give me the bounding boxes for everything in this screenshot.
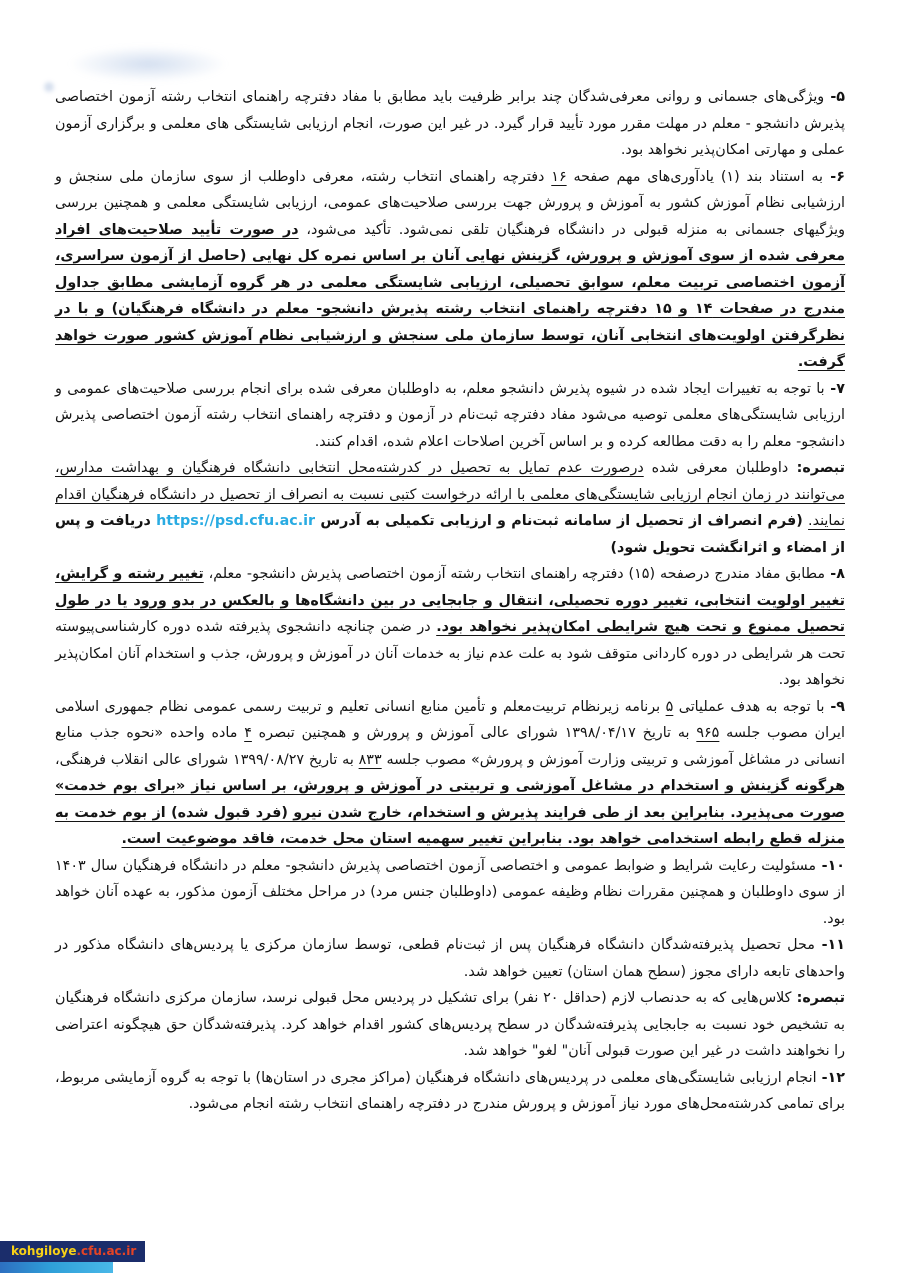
text-segment: با توجه به هدف عملیاتی — [673, 698, 825, 715]
site-watermark-strip — [0, 1262, 113, 1273]
faint-ink-dot — [44, 82, 54, 92]
site-watermark-primary: kohgiloye — [11, 1244, 77, 1258]
text-segment: انجام ارزیابی شایستگی‌های معلمی در پردیس‌های دانشگاه فرهنگیان (مراکز مجری در استان‌ها) با توجه به گروه آزمایشی مربوط، برای تمامی کدرشته‌محل‌های مورد نیاز آموزش و پرورش مندرج در دفترچه راهنمای انتخاب رشته انجام می‌شود. — [55, 1069, 845, 1112]
text-segment: داوطلبان معرفی شده — [643, 460, 789, 476]
text-segment: (فرم انصراف از تحصیل از سامانه ثبت‌نام و ارزیابی تکمیلی به آدرس — [315, 513, 809, 529]
text-segment: به استناد بند (۱) یادآوری‌های مهم صفحه — [566, 168, 824, 185]
text-segment: ۵ — [665, 698, 674, 715]
note-1 — [55, 455, 845, 561]
text-segment: کلاس‌هایی که به حدنصاب لازم (حداقل ۲۰ نفر) برای تشکیل در پردیس محل قبولی نرسد، سازمان مرکزی دانشگاه فرهنگیان به تشخیص خود نسبت به جابجایی پذیرفته‌شدگان در سطح پردیس‌های کشور اقدام خواهد کرد. پذیرفته‌شدگان حق هیچگونه اعتراضی را نخواهند داشت در غیر این صورت قبولی آنان" لغو" خواهد شد. — [55, 990, 845, 1059]
document-body — [55, 84, 845, 1118]
text-segment: ۱۰- — [816, 857, 846, 874]
text-segment: در صورت تأیید صلاحیت‌های افراد معرفی شده از سوی آموزش و پرورش، گزینش نهایی آنان بر اساس نمره کل نهایی (حاصل از آزمون سراسری، آزمون اختصاصی تربیت معلم، سوابق تحصیلی، ارزیابی شایستگی معلمی در هر گروه آزمایشی مطابق جداول مندرج در صفحات ۱۴ و ۱۵ دفترچه راهنمای انتخاب رشته پذیرش دانشجو- معلم در دانشگاه فرهنگیان) و با در نظرگرفتن اولویت‌های انتخابی آنان، توسط سازمان ملی سنجش و ارزشیابی نظام آموزش کشور صورت خواهد گرفت. — [55, 221, 845, 370]
text-segment: ویژگی‌های جسمانی و روانی معرفی‌شدگان چند برابر ظرفیت باید مطابق با مفاد دفترچه راهنمای انتخاب رشته آزمون اختصاصی پذیرش دانشجو - معلم در مهلت مقرر مورد تأیید قرار گیرد. در غیر این صورت، انجام ارزیابی شایستگی های معلمی و برگزاری آزمون عملی و مهارتی امکان‌پذیر نخواهد بود. — [55, 89, 845, 158]
site-watermark-secondary: .cfu.ac.ir — [76, 1244, 137, 1258]
text-segment: تبصره: — [791, 990, 845, 1006]
item-11 — [55, 932, 845, 985]
text-segment: ۹۶۵ — [696, 725, 720, 741]
text-segment: به تاریخ ۱۳۹۹/۰۸/۲۷ شورای عالی انقلاب فرهنگی، — [55, 751, 359, 768]
psd-registration-link[interactable]: https://psd.cfu.ac.ir — [156, 513, 316, 529]
item-9 — [55, 694, 845, 853]
text-segment: ۶- — [823, 168, 845, 185]
item-10 — [55, 853, 845, 933]
text-segment: به تاریخ ۱۳۹۸/۰۴/۱۷ شورای عالی آموزش و پرورش و همچنین تبصره — [251, 725, 697, 741]
text-segment: درصورت عدم تمایل به تحصیل در کدرشته‌محل انتخابی دانشگاه فرهنگیان و بهداشت مدارس، می‌توانند در زمان انجام ارزیابی شایستگی‌های معلمی با ارائه درخواست کتبی نسبت به انصراف از تحصیل در دانشگاه فرهنگیان اقدام نمایند. — [55, 460, 845, 529]
text-segment: ۸- — [824, 566, 845, 582]
item-8 — [55, 561, 845, 694]
text-segment: در ضمن چنانچه دانشجوی پذیرفته شده دوره کارشناسی‌پیوسته تحت هر شرایطی در دوره کاردانی متوقف شود به علت عدم نیاز به خدمات آنان در آموزش و پرورش، جذب و استخدام آنان امکان‌پذیر نخواهد بود. — [55, 619, 845, 688]
text-segment: تبصره: — [788, 460, 846, 476]
site-watermark-badge — [0, 1241, 145, 1262]
text-segment: ۱۲- — [816, 1069, 845, 1086]
text-segment: ۹- — [824, 698, 845, 715]
text-segment: ۸۳۳ — [358, 751, 382, 768]
text-segment: ۷- — [824, 380, 845, 397]
text-segment: ۴ — [244, 725, 252, 741]
text-segment: ۱۱- — [814, 937, 845, 953]
text-segment: هرگونه گزینش و استخدام در مشاغل آموزشی و تربیتی در آموزش و پرورش، بر اساس نیاز «برای بوم خدمت» صورت می‌پذیرد. بنابراین بعد از طی فرایند پذیرش و استخدام، خارج شدن نیرو (فرد قبول شده) از بوم خدمت به منزله قطع رابطه استخدامی خواهد بود. بنابراین تغییر سهمیه استان محل خدمت، فاقد موضوعیت است. — [55, 778, 845, 847]
text-segment: محل تحصیل پذیرفته‌شدگان دانشگاه فرهنگیان پس از ثبت‌نام قطعی، توسط سازمان مرکزی یا پردیس‌های دانشگاه مذکور در واحدهای تابعه دارای مجوز (سطح همان استان) تعیین خواهد شد. — [55, 937, 845, 980]
text-segment: ۵- — [824, 89, 845, 105]
text-segment: مسئولیت رعایت شرایط و ضوابط عمومی و اختصاصی آزمون اختصاصی پذیرش دانشجو- معلم در دانشگاه فرهنگیان سال ۱۴۰۳ از سوی داوطلبان و همچنین مقررات نظام وظیفه عمومی (داوطلبان جنس مرد) در مراحل مختلف آزمون مذکور، به عهده آنان خواهد بود. — [55, 857, 845, 927]
item-6 — [55, 164, 845, 376]
text-segment: با توجه به تغییرات ایجاد شده در شیوه پذیرش دانشجو معلم، به داوطلبان معرفی شده برای انجام بررسی صلاحیت‌های عمومی و ارزیابی شایستگی‌های معلمی توصیه می‌شود مفاد دفترچه ثبت‌نام در آزمون و دفترچه راهنمای انتخاب رشته آزمون اختصاصی پذیرش دانشجو- معلم را به دقت مطالعه کرده و بر اساس آخرین اصلاحات اعلام شده، اقدام کنند. — [55, 380, 845, 450]
text-segment: ۱۶ — [551, 168, 567, 185]
text-segment: ماده واحده «نحوه جذب منابع انسانی در مشاغل آموزشی و تربیتی وزارت آموزش و پرورش» مصوب جلسه — [55, 725, 845, 768]
item-5 — [55, 84, 845, 164]
note-2 — [55, 985, 845, 1065]
item-12 — [55, 1065, 845, 1118]
text-segment: دریافت و پس از امضاء و اثرانگشت تحویل شود) — [55, 513, 845, 556]
faint-stamp-artifact — [68, 46, 228, 82]
text-segment: دفترچه راهنمای انتخاب رشته، معرفی داوطلب از سوی سازمان ملی سنجش و ارزشیابی نظام آموزش کشور به آموزش و پرورش جهت بررسی صلاحیت‌های عمومی، ارزیابی شایستگی معلمی و همچنین بررسی ویژگیهای جسمانی به منزله قبولی در دانشگاه فرهنگیان تلقی نمی‌شود. تأکید می‌شود، — [55, 168, 845, 238]
item-7 — [55, 376, 845, 456]
text-segment: تغییر رشته و گرایش، تغییر اولویت انتخابی، تغییر دوره تحصیلی، انتقال و جابجایی در بین دانشگاه‌ها و بالعکس در بدو ورود یا در طول تحصیل ممنوع و تحت هیچ شرایطی امکان‌پذیر نخواهد بود. — [55, 566, 846, 635]
text-segment: برنامه زیرنظام تربیت‌معلم و تأمین منابع انسانی تعلیم و تربیت رسمی عمومی نظام جمهوری اسلامی ایران مصوب جلسه — [55, 698, 845, 741]
text-segment: مطابق مفاد مندرج درصفحه (۱۵) دفترچه راهنمای انتخاب رشته آزمون اختصاصی پذیرش دانشجو- معلم، — [203, 566, 825, 582]
